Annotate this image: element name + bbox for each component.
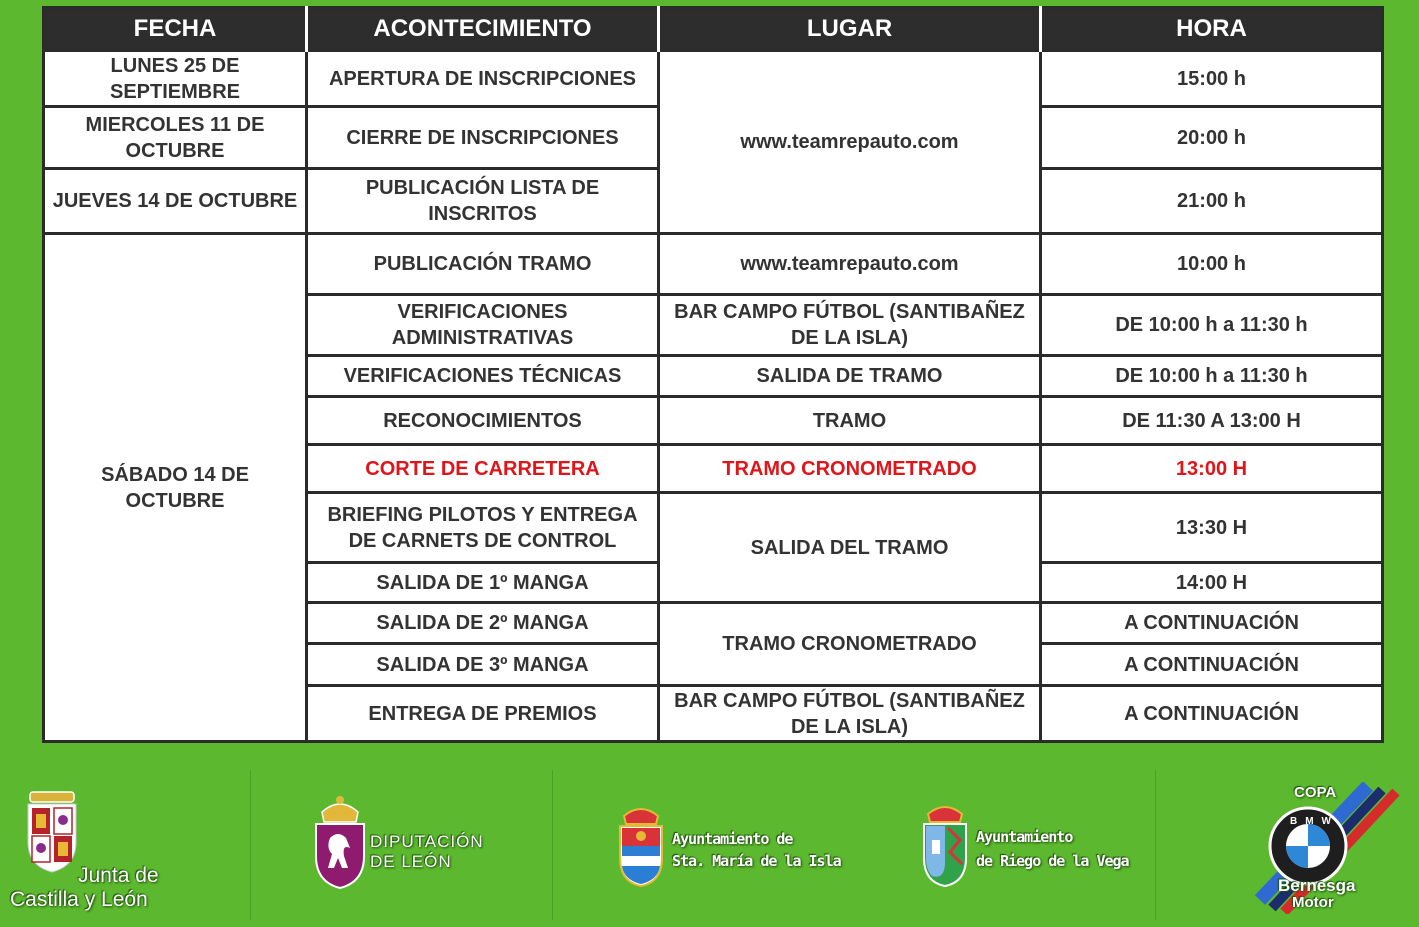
diputacion-crest-icon [312, 794, 368, 890]
riego-line2: de Riego de la Vega [976, 852, 1129, 870]
table-header-row [44, 8, 1383, 51]
evento-cell: VERIFICACIONES ADMINISTRATIVAS [307, 295, 659, 356]
lugar-cell: www.teamrepauto.com [659, 234, 1041, 295]
hora-cell: 10:00 h [1041, 234, 1383, 295]
divider [552, 770, 553, 920]
evento-cell: SALIDA DE 2º MANGA [307, 603, 659, 644]
fecha-cell: LUNES 25 DE SEPTIEMBRE [44, 51, 307, 107]
sta-maria-crest-icon [616, 802, 666, 888]
lugar-cell: SALIDA DE TRAMO [659, 356, 1041, 397]
evento-cell: VERIFICACIONES TÉCNICAS [307, 356, 659, 397]
hora-cell: A CONTINUACIÓN [1041, 686, 1383, 742]
hora-cell: 20:00 h [1041, 107, 1383, 169]
diputacion-leon-logo [312, 794, 492, 894]
fecha-cell: JUEVES 14 DE OCTUBRE [44, 169, 307, 234]
evento-cell: PUBLICACIÓN LISTA DE INSCRITOS [307, 169, 659, 234]
bmw-line1: Bernesga [1278, 876, 1356, 895]
hora-cell: 13:00 H [1041, 445, 1383, 493]
fecha-cell: MIERCOLES 11 DE OCTUBRE [44, 107, 307, 169]
evento-cell: APERTURA DE INSCRIPCIONES [307, 51, 659, 107]
bmw-line2: Motor [1292, 894, 1334, 911]
junta-castilla-leon-logo [8, 790, 208, 911]
evento-cell: BRIEFING PILOTOS Y ENTREGA DE CARNETS DE CONTROL [307, 493, 659, 563]
hora-cell: A CONTINUACIÓN [1041, 603, 1383, 644]
fecha-cell: SÁBADO 14 DE OCTUBRE [44, 234, 307, 742]
lugar-cell: TRAMO [659, 397, 1041, 445]
header-fecha: FECHA [44, 8, 307, 51]
evento-cell: PUBLICACIÓN TRAMO [307, 234, 659, 295]
lugar-cell: www.teamrepauto.com [659, 51, 1041, 234]
lugar-cell: SALIDA DEL TRAMO [659, 493, 1041, 603]
table-row [44, 51, 1383, 107]
header-lugar: LUGAR [659, 8, 1041, 51]
copa-bmw-bernesga-logo [1250, 782, 1400, 922]
divider [250, 770, 251, 920]
header-hora: HORA [1041, 8, 1383, 51]
evento-cell: SALIDA DE 3º MANGA [307, 644, 659, 686]
coat-of-arms-icon [24, 790, 80, 874]
evento-cell: RECONOCIMIENTOS [307, 397, 659, 445]
event-schedule-table [42, 6, 1384, 743]
hora-cell: DE 10:00 h a 11:30 h [1041, 356, 1383, 397]
riego-crest-icon [920, 800, 970, 888]
lugar-cell: BAR CAMPO FÚTBOL (SANTIBAÑEZ DE LA ISLA) [659, 686, 1041, 742]
diputacion-line2: DE LEÓN [370, 852, 452, 871]
bmw-letters: BMW [1290, 816, 1339, 827]
divider [1155, 770, 1156, 920]
hora-cell: 21:00 h [1041, 169, 1383, 234]
riego-line1: Ayuntamiento [976, 828, 1073, 846]
header-acontecimiento: ACONTECIMIENTO [307, 8, 659, 51]
hora-cell: DE 10:00 h a 11:30 h [1041, 295, 1383, 356]
ayuntamiento-riego-logo [920, 800, 1129, 890]
sta-maria-line1: Ayuntamiento de [672, 830, 793, 848]
bmw-copa-label: COPA [1294, 784, 1337, 801]
diputacion-line1: DIPUTACIÓN [370, 832, 484, 851]
lugar-cell: TRAMO CRONOMETRADO [659, 603, 1041, 686]
evento-cell: CORTE DE CARRETERA [307, 445, 659, 493]
table-row [44, 234, 1383, 295]
hora-cell: A CONTINUACIÓN [1041, 644, 1383, 686]
evento-cell: ENTREGA DE PREMIOS [307, 686, 659, 742]
evento-cell: SALIDA DE 1º MANGA [307, 563, 659, 603]
jcyl-line2: Castilla y León [10, 888, 148, 911]
jcyl-line1: Junta de [78, 864, 159, 887]
hora-cell: 15:00 h [1041, 51, 1383, 107]
hora-cell: 13:30 H [1041, 493, 1383, 563]
sta-maria-line2: Sta. María de la Isla [672, 852, 841, 870]
lugar-cell: TRAMO CRONOMETRADO [659, 445, 1041, 493]
hora-cell: 14:00 H [1041, 563, 1383, 603]
hora-cell: DE 11:30 A 13:00 H [1041, 397, 1383, 445]
evento-cell: CIERRE DE INSCRIPCIONES [307, 107, 659, 169]
sponsors-footer [0, 770, 1419, 927]
lugar-cell: BAR CAMPO FÚTBOL (SANTIBAÑEZ DE LA ISLA) [659, 295, 1041, 356]
ayuntamiento-sta-maria-logo [616, 802, 841, 892]
